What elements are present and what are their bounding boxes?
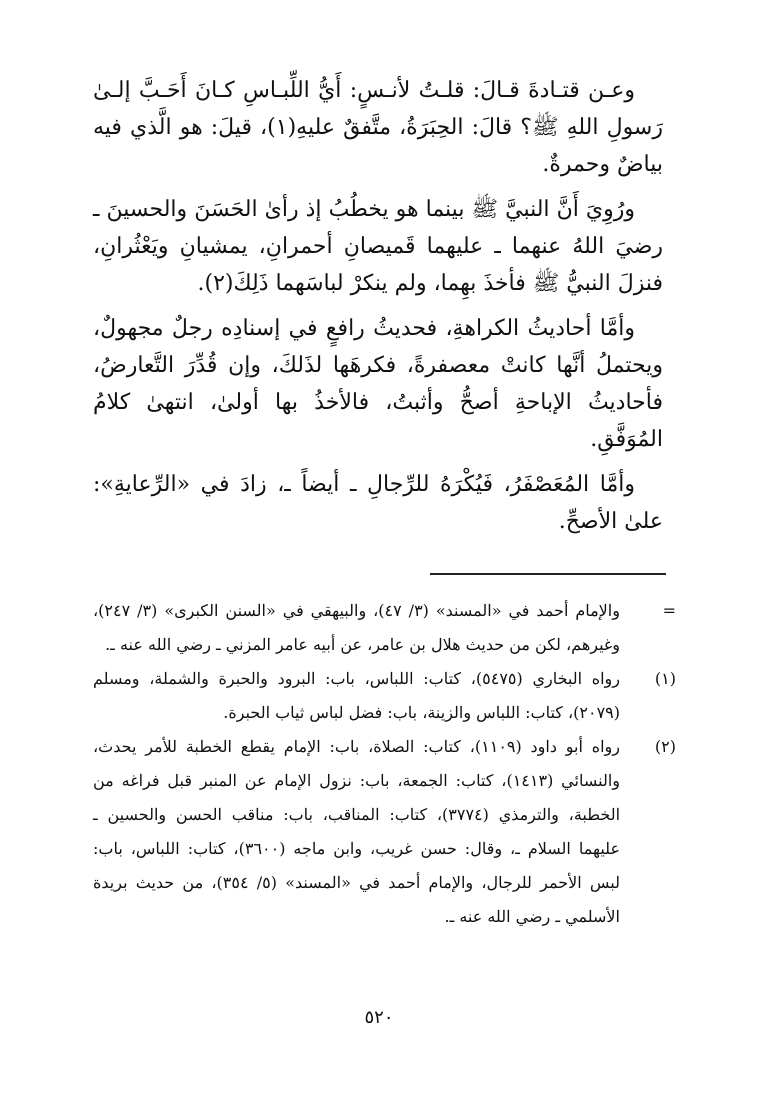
footnote-text: رواه أبو داود (١١٠٩)، كتاب: الصلاة، باب: الإمام يقطع الخطبة للأمر يحدث، والنسائي (١٤١٣)، كتاب: الجمعة، باب: نزول الإمام عن المنبر قبل فراغه من الخطبة، والترمذي (٣٧٧٤)، كتاب: المناقب، باب: مناقب الحسن والحسين ـ عليهما السلام ـ، وقال: حسن غريب، وابن ماجه (٣٦٠٠)، كتاب: اللباس، باب: لبس الأحمر للرجال، والإمام أحمد في «المسند» (٥/ ٣٥٤)، من حديث بريدة الأسلمي ـ رضي الله عنه ـ.: [93, 737, 621, 926]
paragraph-karaha-hadiths: وأمَّا أحاديثُ الكراهةِ، فحديثُ رافعٍ في إسنادِه رجلٌ مجهولٌ، ويحتملُ أنَّها كانتْ معصفرةً، فكرهَها لذَلكَ، وإن قُدِّرَ التَّعارضُ، فأحاديثُ الإباحةِ أصحُّ وأثبتُ، فالأخذُ بها أولىٰ، انتهىٰ كلامُ المُوَفَّقِ.: [93, 316, 663, 452]
footnote-continued: [93, 594, 676, 662]
footnote-text: رواه البخاري (٥٤٧٥)، كتاب: اللباس، باب: البرود والحبرة والشملة، ومسلم (٢٠٧٩)، كتاب: اللباس والزينة، باب: فضل لباس ثياب الحبرة.: [93, 669, 621, 722]
footnote-marker: (٢): [654, 737, 676, 756]
paragraph-muasfar: وأمَّا المُعَصْفَرُ، فَيُكْرَهُ للرِّجالِ ـ أيضاً ـ، زادَ في «الرِّعايةِ»: علىٰ الأصحِّ.: [93, 472, 663, 534]
footnote-marker: (١): [654, 669, 676, 688]
footnote-text: والإمام أحمد في «المسند» (٣/ ٤٧)، والبيهقي في «السنن الكبرى» (٣/ ٢٤٧)، وغيرهم، لكن من حديث هلال بن عامر، عن أبيه عامر المزني ـ رضي الله عنه ـ.: [93, 601, 620, 654]
paragraph-hasan-husain: ورُوِيَ أَنَّ النبيَّ ﷺ بينما هو يخطُبُ إذ رأىٰ الحَسَنَ والحسينَ ـ رضيَ اللهُ عنهما ـ عليهما قَميصانِ أحمرانِ، يمشيانِ ويَعْثُرانِ، فنزلَ النبيُّ ﷺ فأخذَ بهِما، ولم ينكرْ لباسَهما ذَلِكَ(٢).: [93, 197, 663, 296]
paragraph-qatada: وعـن قتـادةَ قـالَ: قلـتُ لأنـسٍ: أَيُّ اللِّبـاسِ كـانَ أَحَـبَّ إلـىٰ رَسولِ اللهِ ﷺ؟ قالَ: الحِبَرَةُ، متَّفقٌ عليهِ(١)، قيلَ: هو الَّذي فيه بياضٌ وحمرةٌ.: [93, 78, 663, 177]
footnote-1: [93, 662, 676, 730]
footnote-2: [93, 730, 676, 934]
footnote-divider: [430, 573, 666, 575]
footnote-marker: =: [662, 601, 676, 620]
footnotes: [93, 594, 676, 934]
main-text: [93, 72, 663, 548]
page-number: ٥٢٠: [364, 1007, 394, 1028]
